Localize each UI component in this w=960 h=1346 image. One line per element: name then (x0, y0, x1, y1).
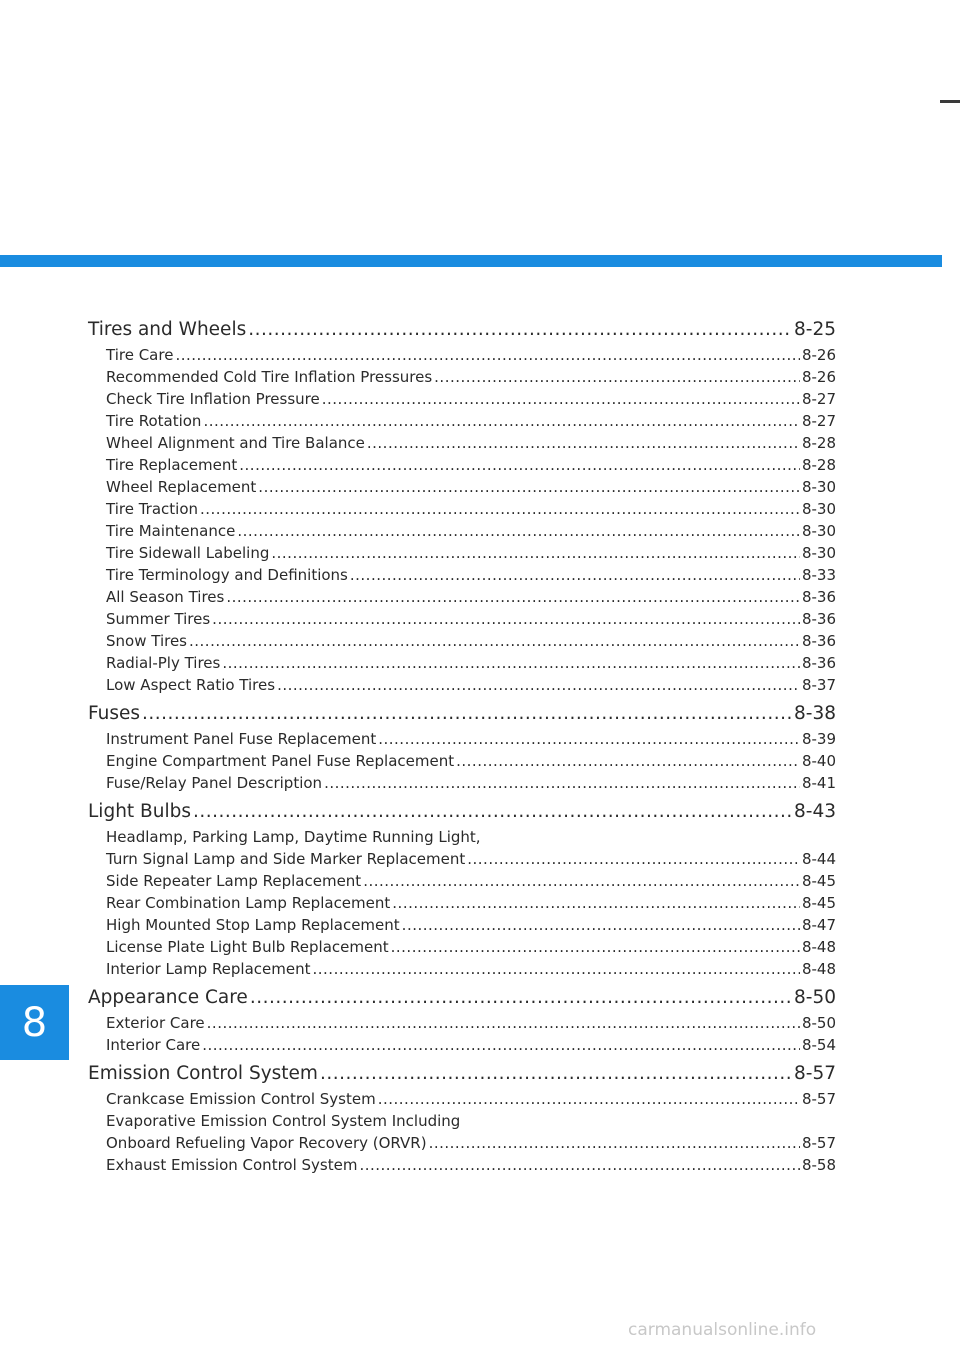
toc-heading-page: 8-57 (794, 1063, 836, 1084)
toc-entry-line: Headlamp, Parking Lamp, Daytime Running Light, (106, 828, 481, 846)
toc-entry[interactable] (88, 454, 836, 476)
toc-entry[interactable] (88, 772, 836, 794)
toc-entry-line: Evaporative Emission Control System Including (106, 1112, 461, 1130)
toc-entry-page: 8-47 (801, 916, 836, 934)
toc-entry-label: Exterior Care (106, 1014, 205, 1032)
toc-entry-label: Wheel Alignment and Tire Balance (106, 434, 365, 452)
toc-entry-page: 8-28 (801, 456, 836, 474)
dot-leader (200, 498, 800, 520)
dot-leader (313, 958, 800, 980)
toc-entry-page: 8-30 (801, 478, 836, 496)
toc-entry[interactable] (88, 630, 836, 652)
toc-entry[interactable] (88, 1012, 836, 1034)
dot-leader (391, 936, 800, 958)
dot-leader (222, 652, 800, 674)
toc-entry-page: 8-58 (801, 1156, 836, 1174)
corner-mark (940, 100, 960, 103)
toc-entry-label: Turn Signal Lamp and Side Marker Replacement (106, 850, 466, 868)
toc-entry-label: All Season Tires (106, 588, 225, 606)
toc-entry[interactable] (88, 1034, 836, 1056)
toc-entry[interactable] (88, 432, 836, 454)
dot-leader (320, 1060, 792, 1088)
toc-entry[interactable] (88, 410, 836, 432)
toc-heading-label: Emission Control System (88, 1063, 318, 1084)
toc-entry[interactable] (88, 476, 836, 498)
dot-leader (277, 674, 800, 696)
toc-entry-page: 8-41 (801, 774, 836, 792)
toc-entry-label: Tire Maintenance (106, 522, 236, 540)
toc-entry-label: Snow Tires (106, 632, 187, 650)
dot-leader (207, 1012, 800, 1034)
toc-entry-page: 8-36 (801, 610, 836, 628)
dot-leader (175, 344, 800, 366)
dot-leader (378, 1088, 800, 1110)
dot-leader (239, 454, 800, 476)
toc-entry-page: 8-39 (801, 730, 836, 748)
dot-leader (402, 914, 800, 936)
dot-leader (226, 586, 800, 608)
toc-entry[interactable] (88, 728, 836, 750)
dot-leader (212, 608, 800, 630)
toc-entry-label: Exhaust Emission Control System (106, 1156, 358, 1174)
dot-leader (258, 476, 800, 498)
toc-entry-page: 8-48 (801, 960, 836, 978)
toc-entry[interactable] (88, 388, 836, 410)
toc-entry-page: 8-36 (801, 632, 836, 650)
toc-entry[interactable] (88, 870, 836, 892)
dot-leader (363, 870, 800, 892)
toc-heading-label: Appearance Care (88, 987, 248, 1008)
toc-entry-label: Crankcase Emission Control System (106, 1090, 376, 1108)
toc-entry-label: Interior Care (106, 1036, 201, 1054)
toc-heading[interactable] (88, 700, 836, 728)
toc-entry-label: High Mounted Stop Lamp Replacement (106, 916, 400, 934)
dot-leader (193, 798, 792, 826)
dot-leader (250, 984, 792, 1012)
toc-entry-label: Check Tire Inflation Pressure (106, 390, 320, 408)
toc-entry-label: Radial-Ply Tires (106, 654, 221, 672)
toc-section (88, 798, 836, 980)
toc-entry-page: 8-33 (801, 566, 836, 584)
toc-entry[interactable] (88, 652, 836, 674)
dot-leader (324, 772, 800, 794)
dot-leader (467, 848, 800, 870)
toc-entry[interactable] (88, 564, 836, 586)
toc-entry-page: 8-44 (801, 850, 836, 868)
toc-heading[interactable] (88, 316, 836, 344)
toc-entry[interactable] (88, 674, 836, 696)
dot-leader (367, 432, 800, 454)
dot-leader (429, 1132, 800, 1154)
toc-entry[interactable] (88, 1132, 836, 1154)
toc-heading[interactable] (88, 984, 836, 1012)
dot-leader (350, 564, 800, 586)
dot-leader (359, 1154, 799, 1176)
dot-leader (456, 750, 800, 772)
toc-section (88, 1060, 836, 1176)
toc-entry-page: 8-30 (801, 522, 836, 540)
toc-entry[interactable] (88, 344, 836, 366)
toc-entry[interactable] (88, 958, 836, 980)
toc-entry-label: Summer Tires (106, 610, 211, 628)
toc-entry[interactable] (88, 586, 836, 608)
toc-entry-label: Tire Sidewall Labeling (106, 544, 270, 562)
toc-entry-page: 8-57 (801, 1090, 836, 1108)
toc-entry[interactable] (88, 542, 836, 564)
dot-leader (378, 728, 800, 750)
toc-heading-page: 8-50 (794, 987, 836, 1008)
dot-leader (322, 388, 800, 410)
toc-entry-label: Engine Compartment Panel Fuse Replacement (106, 752, 455, 770)
toc-section (88, 984, 836, 1056)
toc-heading[interactable] (88, 798, 836, 826)
toc-heading-page: 8-43 (794, 801, 836, 822)
toc-entry-page: 8-37 (801, 676, 836, 694)
toc-section (88, 316, 836, 696)
toc-entry-page: 8-28 (801, 434, 836, 452)
dot-leader (142, 700, 792, 728)
toc-entry[interactable] (88, 914, 836, 936)
toc-entry-page: 8-40 (801, 752, 836, 770)
toc-entry-label: Tire Care (106, 346, 174, 364)
toc-entry[interactable] (88, 848, 836, 870)
toc-entry-label: Tire Terminology and Definitions (106, 566, 348, 584)
toc-entry-label: Fuse/Relay Panel Description (106, 774, 323, 792)
watermark: carmanualsonline.info (628, 1320, 817, 1340)
chapter-tab[interactable]: 8 (0, 985, 69, 1060)
dot-leader (189, 630, 800, 652)
toc-entry-page: 8-36 (801, 588, 836, 606)
dot-leader (202, 1034, 800, 1056)
toc-entry-page: 8-36 (801, 654, 836, 672)
toc-entry-label: Side Repeater Lamp Replacement (106, 872, 362, 890)
toc-heading-page: 8-38 (794, 703, 836, 724)
toc-heading-label: Fuses (88, 703, 141, 724)
toc-entry-page: 8-30 (801, 544, 836, 562)
dot-leader (392, 892, 800, 914)
dot-leader (248, 316, 792, 344)
toc-entry[interactable] (88, 1088, 836, 1110)
toc-entry-label: Onboard Refueling Vapor Recovery (ORVR) (106, 1134, 427, 1152)
dot-leader (237, 520, 800, 542)
toc-entry-page: 8-27 (801, 390, 836, 408)
toc-heading-label: Light Bulbs (88, 801, 191, 822)
toc-entry-label: Rear Combination Lamp Replacement (106, 894, 391, 912)
toc-entry[interactable] (88, 520, 836, 542)
toc-section (88, 700, 836, 794)
toc-entry-page: 8-57 (801, 1134, 836, 1152)
toc-entry-label: Tire Replacement (106, 456, 238, 474)
toc-entry[interactable] (88, 1154, 836, 1176)
toc-entry-page: 8-54 (801, 1036, 836, 1054)
table-of-contents (88, 316, 836, 1180)
dot-leader (203, 410, 800, 432)
toc-entry[interactable] (88, 498, 836, 520)
toc-entry-page: 8-27 (801, 412, 836, 430)
toc-entry-page: 8-48 (801, 938, 836, 956)
toc-entry-label: Instrument Panel Fuse Replacement (106, 730, 377, 748)
toc-entry-label: License Plate Light Bulb Replacement (106, 938, 389, 956)
toc-entry-page: 8-50 (801, 1014, 836, 1032)
toc-entry[interactable] (88, 608, 836, 630)
toc-entry[interactable] (88, 936, 836, 958)
toc-entry-page: 8-45 (801, 872, 836, 890)
header-accent-bar (0, 255, 942, 267)
toc-entry-page: 8-45 (801, 894, 836, 912)
toc-entry-label: Low Aspect Ratio Tires (106, 676, 276, 694)
toc-entry-label: Tire Traction (106, 500, 198, 518)
toc-entry[interactable] (88, 750, 836, 772)
toc-heading[interactable] (88, 1060, 836, 1088)
toc-entry-label: Tire Rotation (106, 412, 202, 430)
toc-entry[interactable] (88, 892, 836, 914)
toc-entry-page: 8-26 (801, 368, 836, 386)
toc-entry-label: Wheel Replacement (106, 478, 257, 496)
toc-entry-page: 8-26 (801, 346, 836, 364)
toc-entry-label: Recommended Cold Tire Inflation Pressures (106, 368, 433, 386)
toc-heading-page: 8-25 (794, 319, 836, 340)
toc-entry-page: 8-30 (801, 500, 836, 518)
dot-leader (271, 542, 800, 564)
toc-heading-label: Tires and Wheels (88, 319, 247, 340)
dot-leader (434, 366, 800, 388)
toc-entry-label: Interior Lamp Replacement (106, 960, 311, 978)
toc-entry[interactable] (88, 366, 836, 388)
